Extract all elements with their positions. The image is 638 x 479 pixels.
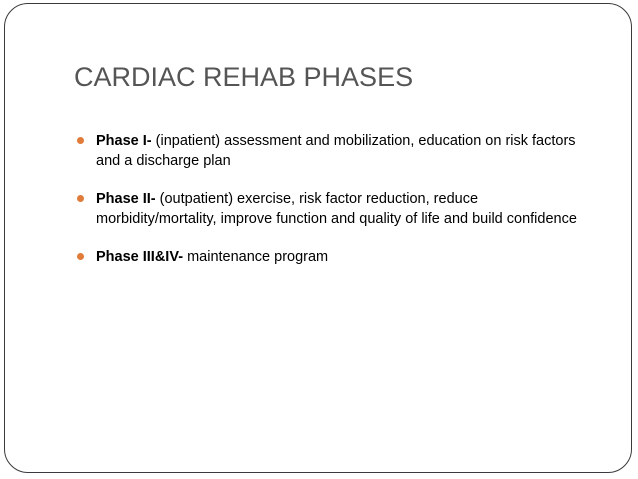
bullet-item-phase-1 bbox=[77, 131, 597, 171]
slide-title: CARDIAC REHAB PHASES bbox=[74, 62, 414, 92]
bullet-item-phase-3-4 bbox=[77, 247, 597, 267]
phase-label: Phase I- bbox=[96, 133, 152, 149]
phase-description: maintenance program bbox=[183, 249, 329, 265]
bullet-list bbox=[77, 131, 597, 285]
phase-description: (inpatient) assessment and mobilization, education on risk factors and a discharge plan bbox=[96, 133, 576, 169]
bullet-dot-icon bbox=[77, 137, 84, 144]
bullet-dot-icon bbox=[77, 253, 84, 260]
slide-frame bbox=[4, 3, 632, 473]
bullet-item-phase-2 bbox=[77, 189, 597, 229]
bullet-dot-icon bbox=[77, 195, 84, 202]
phase-label: Phase III&IV- bbox=[96, 249, 184, 265]
phase-description: (outpatient) exercise, risk factor reduction, reduce morbidity/mortality, improve function and quality of life and build confidence bbox=[96, 191, 577, 227]
phase-label: Phase II- bbox=[96, 191, 156, 207]
